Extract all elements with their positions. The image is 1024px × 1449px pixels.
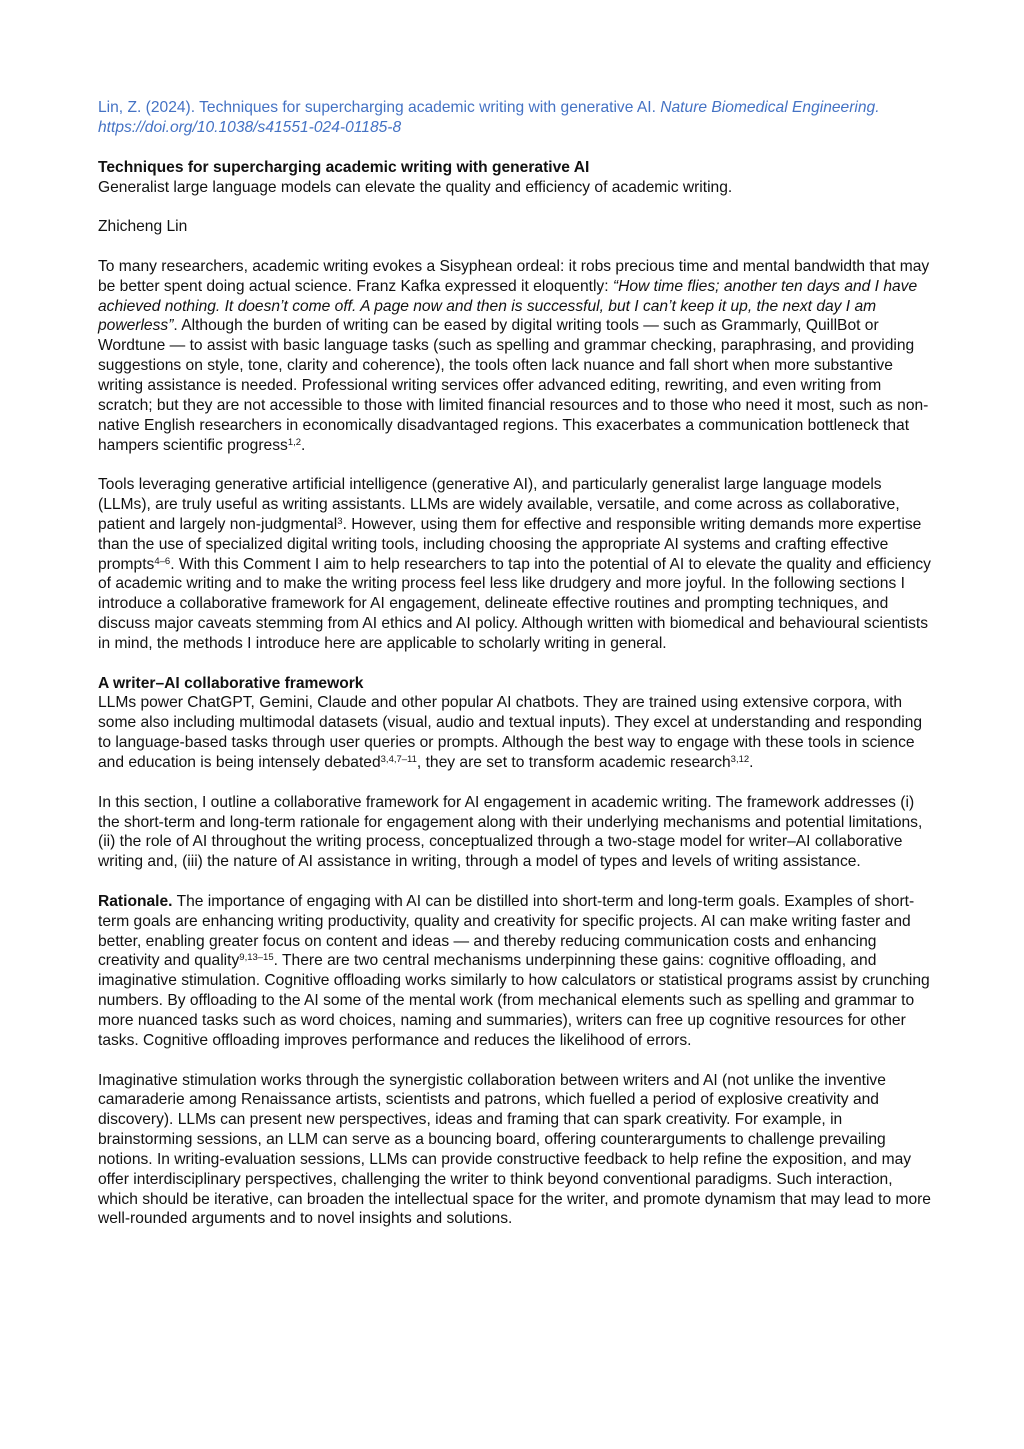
framework-p1-end: . [749,754,754,771]
section-heading-framework: A writer–AI collaborative framework [98,674,364,692]
reference-superscript[interactable]: 3,12 [730,754,750,765]
imaginative-stimulation-paragraph: Imaginative stimulation works through the synergistic collaboration between writers and AI (not unlike the inventive camaraderie among Renaissance artists, scientists and patrons, which fuelled a period of explosive creativity and discovery). LLMs can present new perspectives, ideas and framing that can spark creativity. For example, in brainstorming sessions, an LLM can serve as a bouncing board, offering counterarguments to challenge prevailing notions. In writing-evaluation sessions, LLMs can provide constructive feedback to help refine the exposition, and may offer interdisciplinary perspectives, challenging the writer to think beyond conventional paradigms. Such interaction, which should be iterative, can broaden the intellectual space for the writer, and promote dynamism that may lead to more well-rounded arguments and to novel insights and solutions. [98,1071,931,1228]
reference-superscript[interactable]: 3 [337,515,343,527]
intro-p1-text-a: To many researchers, academic writing evokes a Sisyphean ordeal: it robs precious time and mental bandwidth that may be better spent doing actual science. Franz Kafka expressed it eloquently: [98,257,930,295]
framework-p1-text-a: LLMs power ChatGPT, Gemini, Claude and other popular AI chatbots. They are trained using extensive corpora, with some also including multimodal datasets (visual, audio and textual inputs). They excel at understanding and responding to language-based tasks through user queries or prompts. Although the best way to engage with these tools in science and education is being intensely debated [98,694,923,771]
intro-paragraph-1 [98,257,934,455]
citation-separator: . [875,99,880,116]
article-author: Zhicheng Lin [98,218,188,236]
intro-p2-text-a: Tools leveraging generative artificial intelligence (generative AI), and particularly generalist large language models (LLMs), are truly useful as writing assistants. LLMs are widely available, versatile, and come across as collaborative, patient and largely non-judgmental [98,476,900,533]
reference-superscript[interactable]: 9,13–15 [239,952,274,964]
citation-doi-link[interactable]: https://doi.org/10.1038/s41551-024-01185-8 [98,118,402,136]
citation-journal: Nature Biomedical Engineering [660,99,876,116]
framework-paragraph-2: In this section, I outline a collaborative framework for AI engagement in academic writing. The framework addresses (i) the short-term and long-term rationale for engagement along with their underlying mechanisms and potential limitations, (ii) the role of AI throughout the writing process, conceptualized through a two-stage model for writer–AI collaborative writing and, (iii) the nature of AI assistance in writing, through a model of types and levels of writing assistance. [98,793,923,871]
article-subtitle: Generalist large language models can elevate the quality and efficiency of academic writing. [98,178,733,196]
intro-p2-text-c: . With this Comment I aim to help researchers to tap into the potential of AI to elevate the quality and efficiency of academic writing and to make the writing process feel less like drudgery and more joyful. In the following sections I introduce a collaborative framework for AI engagement, delineate effective routines and prompting techniques, and discuss major caveats stemming from AI ethics and AI policy. Although written with biomedical and behavioural scientists in mind, the methods I introduce here are applicable to scholarly writing in general. [98,555,931,652]
citation-text: Lin, Z. (2024). Techniques for supercharging academic writing with generative AI. [98,99,661,116]
reference-superscript[interactable]: 1,2 [287,436,302,448]
rationale-paragraph [98,892,934,1051]
intro-p2-text-b: . However, using them for effective and responsible writing demands more expertise than the use of specialized digital writing tools, including choosing the appropriate AI systems and crafting effective prompts [98,515,922,573]
citation [98,98,934,138]
document-body [98,98,934,1229]
article-title: Techniques for supercharging academic writing with generative AI [98,158,590,176]
framework-p1-text-b: , they are set to transform academic research [416,754,731,771]
reference-superscript[interactable]: 4–6 [154,555,171,567]
kafka-quote: “How time flies; another ten days and I have achieved nothing. It doesn’t come off. A page now and then is successful, but I can’t keep it up, the next day I am powerless” [98,277,918,335]
intro-p1-end: . [301,436,306,454]
intro-paragraph-2 [98,475,934,654]
reference-superscript[interactable]: 3,4,7–11 [380,754,417,765]
intro-p1-text-b: . Although the burden of writing can be eased by digital writing tools — such as Grammarly, QuillBot or Wordtune — to assist with basic language tasks (such as spelling and grammar checking, paraphrasing, and providing suggestions on style, tone, clarity and coherence), the tools often lack nuance and fall short when more substantive writing assistance is needed. Professional writing services offer advanced editing, rewriting, and even writing from scratch; but they are not accessible to those with limited financial resources and to those who need it most, such as non-native English researchers in economically disadvantaged regions. This exacerbates a communication bottleneck that hampers scientific progress [98,317,929,454]
rationale-text-b: . There are two central mechanisms underpinning these gains: cognitive offloading, and imaginative stimulation. Cognitive offloading works similarly to how calculators or statistical programs assist by crunching numbers. By offloading to the AI some of the mental work (from mechanical elements such as spelling and grammar to more nuanced tasks such as word choices, naming and summaries), writers can free up cognitive resources for other tasks. Cognitive offloading improves performance and reduces the likelihood of errors. [98,952,930,1049]
rationale-text-a: The importance of engaging with AI can be distilled into short-term and long-term goals. Examples of short-term goals are enhancing writing productivity, quality and creativity for specific projects. AI can make writing faster and better, enabling greater focus on content and ideas — and thereby reducing communication costs and enhancing creativity and quality [98,892,915,970]
framework-paragraph-1 [98,693,934,772]
rationale-label: Rationale. [98,892,173,910]
